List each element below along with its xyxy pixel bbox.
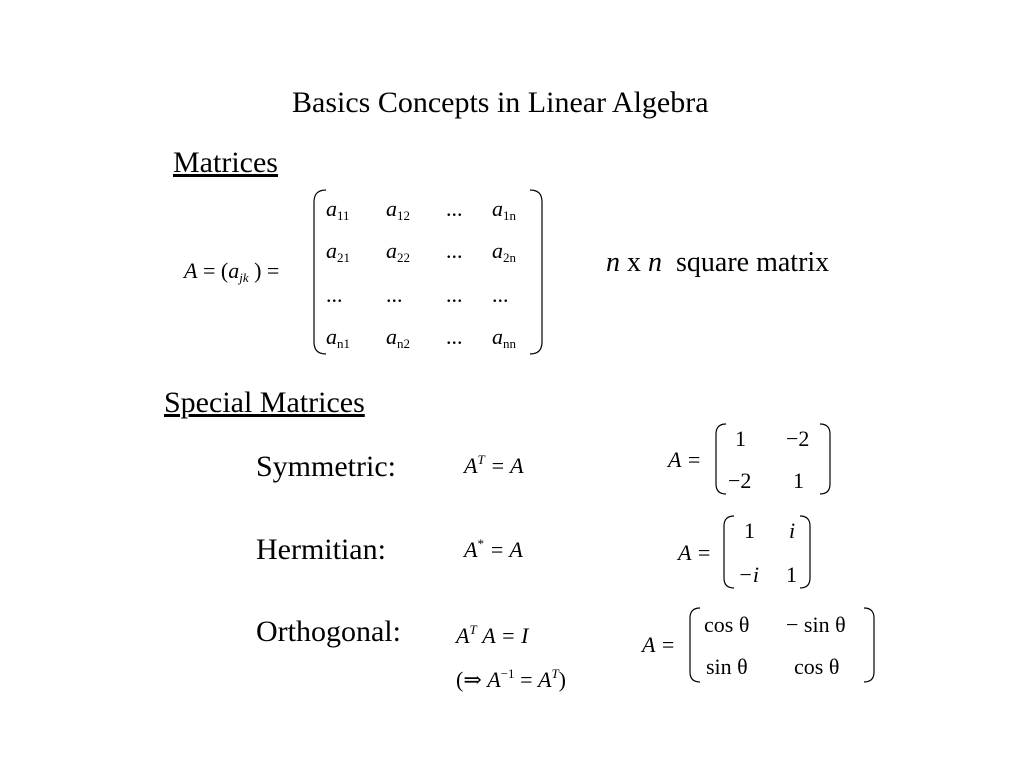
special-matrices-heading: Special Matrices (164, 386, 365, 419)
symmetric-condition (464, 452, 524, 479)
matrix-entry-base: a (326, 238, 337, 263)
matrix-entry: 1 (786, 562, 797, 587)
condition-rhs: = A (490, 453, 524, 478)
orthogonal-label: Orthogonal: (256, 615, 401, 648)
condition-rhs: A = I (482, 623, 529, 648)
matrix-entry-base: a (492, 238, 503, 263)
hermitian-left-paren (722, 514, 738, 592)
symmetric-right-paren (816, 422, 832, 498)
element-subscript: jk (239, 270, 249, 285)
close-paren: ) (254, 258, 262, 283)
hermitian-condition (464, 536, 523, 563)
transpose-superscript: T (469, 622, 477, 637)
matrix-entry (326, 282, 343, 308)
matrix-entry (446, 324, 463, 350)
matrix-entry-subscript: 12 (397, 208, 410, 223)
dimension-n: n (648, 247, 662, 278)
equals-sign: = (520, 667, 533, 692)
matrix-entry (326, 324, 350, 352)
matrix-entry: i (789, 518, 796, 543)
matrix-entry (492, 282, 509, 308)
matrix-entry-subscript: 1n (503, 208, 516, 223)
matrix-entry: 1 (744, 518, 755, 543)
matrix-entry (386, 238, 410, 266)
matrix-entry-base: a (492, 324, 503, 349)
matrix-entry: −i (738, 562, 759, 587)
inverse-superscript: −1 (500, 666, 515, 681)
matrices-heading: Matrices (173, 146, 278, 179)
matrix-entry-subscript: 11 (337, 208, 350, 223)
matrix-entry: cos θ (704, 612, 750, 637)
orthogonal-left-paren (688, 606, 704, 686)
orthogonal-example-lhs: A = (642, 632, 676, 657)
square-matrix-caption (606, 247, 829, 279)
matrix-symbol: A (487, 667, 501, 692)
element-symbol: a (228, 258, 240, 283)
matrix-symbol: A (456, 623, 470, 648)
matrix-entry: cos θ (794, 654, 840, 679)
condition-rhs: = A (489, 537, 523, 562)
matrix-entry: 1 (793, 468, 804, 493)
general-matrix-right-paren (526, 188, 546, 356)
matrix-symbol: A (464, 537, 478, 562)
matrix-entry (386, 324, 410, 352)
matrix-entry (492, 324, 516, 352)
symmetric-example-lhs: A = (668, 447, 702, 472)
hermitian-right-paren (796, 514, 812, 592)
dimension-n: n (606, 247, 620, 278)
matrix-symbol: A (464, 453, 478, 478)
matrix-symbol: A (537, 667, 552, 692)
matrix-entry-base: ... (492, 282, 509, 307)
hermitian-label: Hermitian: (256, 533, 386, 566)
matrix-entry-base: a (386, 238, 397, 263)
equals-sign: = (202, 258, 216, 283)
hermitian-example-lhs: A = (678, 540, 712, 565)
matrix-entry: −2 (728, 468, 752, 493)
matrix-entry-base: a (326, 196, 337, 221)
transpose-superscript: T (551, 666, 559, 681)
equals-sign: = (266, 258, 280, 283)
matrix-entry-subscript: 21 (337, 250, 350, 265)
general-matrix-lhs (184, 258, 279, 286)
matrix-entry-subscript: 2n (503, 250, 516, 265)
matrix-entry: 1 (735, 426, 746, 451)
conjugate-transpose-superscript: * (477, 536, 484, 551)
symmetric-label: Symmetric: (256, 450, 396, 483)
page-title: Basics Concepts in Linear Algebra (292, 86, 709, 119)
matrix-entry (492, 238, 516, 266)
matrix-entry-base: a (386, 324, 397, 349)
matrix-entry (446, 238, 463, 264)
orthogonal-right-paren (860, 606, 876, 686)
matrix-entry-subscript: n2 (397, 336, 410, 351)
matrix-entry (326, 196, 350, 224)
matrix-entry-base: a (326, 324, 337, 349)
orthogonal-condition (456, 622, 528, 649)
matrix-entry-base: ... (446, 282, 463, 307)
close-paren: ) (558, 667, 566, 692)
open-paren: ( (220, 258, 229, 283)
square-matrix-text: square matrix (676, 247, 830, 278)
matrix-entry (326, 238, 350, 266)
matrix-entry: − sin θ (786, 612, 846, 637)
matrix-entry (386, 282, 403, 308)
matrix-entry-base: ... (446, 238, 463, 263)
matrix-entry (446, 282, 463, 308)
matrix-entry-base: ... (326, 282, 343, 307)
matrix-entry-base: a (386, 196, 397, 221)
matrix-entry-subscript: nn (503, 336, 516, 351)
matrix-entry-base: ... (446, 324, 463, 349)
matrix-entry-base: ... (386, 282, 403, 307)
matrix-entry (492, 196, 516, 224)
orthogonal-implication (456, 666, 566, 693)
matrix-symbol: A (184, 258, 198, 283)
matrix-entry-base: a (492, 196, 503, 221)
matrix-entry-subscript: n1 (337, 336, 350, 351)
implies-arrow: (⇒ (456, 667, 482, 692)
transpose-superscript: T (477, 452, 485, 467)
matrix-entry-subscript: 22 (397, 250, 410, 265)
matrix-entry (446, 196, 463, 222)
matrix-entry (386, 196, 410, 224)
times-x: x (627, 247, 641, 278)
matrix-entry: −2 (786, 426, 810, 451)
matrix-entry-base: ... (446, 196, 463, 221)
matrix-entry: sin θ (706, 654, 748, 679)
